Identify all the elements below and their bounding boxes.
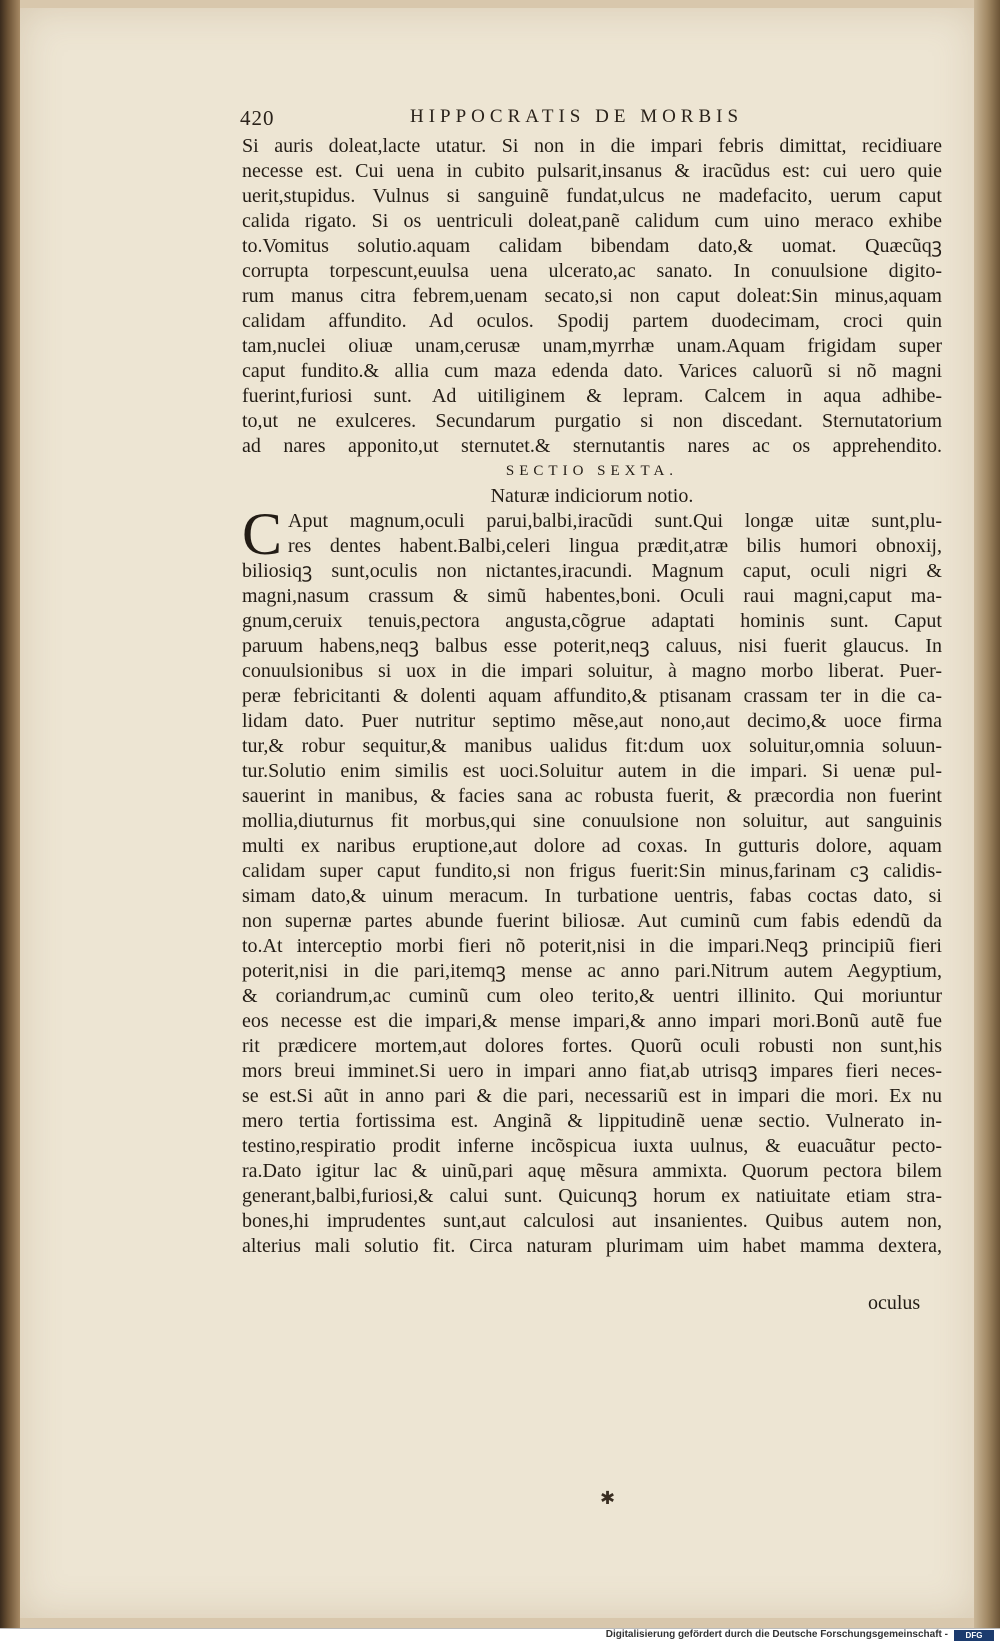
text-line: lidam dato. Puer nutritur septimo mẽse,aut nono,aut decimo,& uoce firma: [242, 710, 942, 732]
section-heading: SECTIO SEXTA.: [505, 463, 679, 479]
text-line: calida rigato. Si os uentriculi doleat,panẽ calidum cum uino meraco exhibe: [242, 210, 942, 232]
text-line: tur,& robur sequitur,& manibus ualidus fit:dum uox soluitur,omnia soluun-: [242, 735, 942, 757]
text-line: necesse est. Cui uena in cubito pulsarit,insanus & iracũdus est: cui uero quie: [242, 160, 942, 182]
text-line: peræ febricitanti & dolenti aquam affundito,& ptisanam crassam ter in die ca-: [242, 685, 942, 707]
text-line: se est.Si aũt in anno pari & die pari, necessariũ est in impari die mori. Ex nu: [242, 1085, 942, 1107]
text-line: tur.Solutio enim similis est uoci.Soluitur autem in die impari. Si uenæ pul-: [242, 760, 942, 782]
text-line: uerit,stupidus. Vulnus si sanguinẽ fundat,ulcus ne madefacito, uerum caput: [242, 185, 942, 207]
text-line: mero tertia fortissima est. Anginã & lippitudinẽ uenæ sectio. Vulnerato in-: [242, 1110, 942, 1132]
text-line: sauerint in manibus, & facies sana ac robusta fuerit, & præcordia non fuerint: [242, 785, 942, 807]
section-subtitle: Naturæ indiciorum notio.: [490, 485, 694, 507]
text-line: calidam super caput fundito,si non frigus fuerit:Sin minus,farinam cꝫ calidis-: [242, 860, 942, 882]
page-number: 420: [240, 106, 275, 130]
running-head: HIPPOCRATIS DE MORBIS: [410, 106, 744, 127]
text-line: to,ut ne exulceres. Secundarum purgatio si non discedant. Sternutatorium: [242, 410, 942, 432]
text-line: tam,nuclei oliuæ unam,cerusæ unam,myrrhæ unam.Aquam frigidam super: [242, 335, 942, 357]
dfg-logo: DFG: [954, 1630, 994, 1641]
text-line: Aput magnum,oculi parui,balbi,iracũdi sunt.Qui longæ uitæ sunt,plu-: [288, 510, 942, 532]
text-line: mors breui imminet.Si uero in impari anno fiat,ab utrisqꝫ impares fieri neces-: [242, 1060, 942, 1082]
text-line: to.Vomitus solutio.aquam calidam bibendam dato,& uomat. Quæcũqꝫ: [242, 235, 942, 257]
text-line: non supernæ partes abunde fuerint biliosæ. Aut cuminũ cum fabis edendũ da: [242, 910, 942, 932]
text-line: rit prædicere mortem,aut dolores fortes. Quorũ oculi robusti non sunt,his: [242, 1035, 942, 1057]
drop-cap-initial: C: [242, 501, 283, 567]
text-line: calidam affundito. Ad oculos. Spodij partem duodecimam, croci quin: [242, 310, 942, 332]
text-line: fuerint,furiosi sunt. Ad uitiliginem & lepram. Calcem in aqua adhibe-: [242, 385, 942, 407]
text-line: eos necesse est die impari,& mense impari,& anno impari mori.Bonũ autẽ fue: [242, 1010, 942, 1032]
text-line: mollia,diuturnus fit morbus,qui sine conuulsione non soluitur, aut sanguinis: [242, 810, 942, 832]
book-binding: [0, 0, 20, 1643]
text-line: simam dato,& uinum meracum. In turbatione uentris, fabas coctas dato, si: [242, 885, 942, 907]
text-line: res dentes habent.Balbi,celeri lingua prædit,atræ bilis humori obnoxij,: [288, 535, 942, 557]
page-edge: [974, 0, 1000, 1643]
asterisk-ornament-icon: ✱: [600, 1488, 616, 1508]
text-line: biliosiqꝫ sunt,oculis non nictantes,iracundi. Magnum caput, oculi nigri &: [242, 560, 942, 582]
text-line: conuulsionibus si uox in die impari soluitur, à magno morbo liberat. Puer-: [242, 660, 942, 682]
text-line: rum manus citra febrem,uenam secato,si non caput doleat:Sin minus,aquam: [242, 285, 942, 307]
text-line: multi ex naribus eruptione,aut dolore ad coxas. In gutturis dolore, aquam: [242, 835, 942, 857]
text-line: & coriandrum,ac cuminũ cum oleo terito,& uentri illinito. Qui moriuntur: [242, 985, 942, 1007]
text-line: caput fundito.& allia cum maza edenda dato. Varices caluorũ si nõ magni: [242, 360, 942, 382]
text-line: generant,balbi,furiosi,& calui sunt. Quicunqꝫ horum ex natiuitate etiam stra-: [242, 1185, 942, 1207]
text-line: ad nares apponito,ut sternutet.& sternutantis nares ac os apprehendito.: [242, 435, 942, 457]
text-line: bones,hi imprudentes sunt,aut calculosi aut insanientes. Quibus autem non,: [242, 1210, 942, 1232]
text-line: poterit,nisi in die pari,itemqꝫ mense ac anno pari.Nitrum autem Aegyptium,: [242, 960, 942, 982]
text-line: magni,nasum crassum & simũ habentes,boni. Oculi raui magni,caput ma-: [242, 585, 942, 607]
text-line: paruum habens,neqꝫ balbus esse poterit,neqꝫ caluus, nisi fuerit glaucus. In: [242, 635, 942, 657]
funding-credit: Digitalisierung gefördert durch die Deutsche Forschungsgemeinschaft -: [605, 1629, 948, 1640]
page-text: [242, 134, 942, 1259]
text-line: corrupta torpescunt,euulsa uena ulcerato,ac sanato. In conuulsione digito-: [242, 260, 942, 282]
text-line: ra.Dato igitur lac & uinũ,pari aquę mẽsura ammixta. Quorum pectora bilem: [242, 1160, 942, 1182]
text-line: to.At interceptio morbi fieri nõ poterit,nisi in die impari.Neqꝫ principiũ fieri: [242, 935, 942, 957]
text-line: gnum,ceruix tenuis,pectora angusta,cõgrue adaptati hominis sunt. Caput: [242, 610, 942, 632]
text-line: alterius mali solutio fit. Circa naturam plurimam uim habet mamma dextera,: [242, 1235, 942, 1257]
catchword: oculus: [868, 1292, 921, 1314]
page-header: [240, 106, 936, 132]
text-line: Si auris doleat,lacte utatur. Si non in die impari febris dimittat, recidiuare: [242, 135, 942, 157]
text-line: testino,respiratio prodit inferne incõspicua iuxta uulnus, & euacuãtur pecto-: [242, 1135, 942, 1157]
